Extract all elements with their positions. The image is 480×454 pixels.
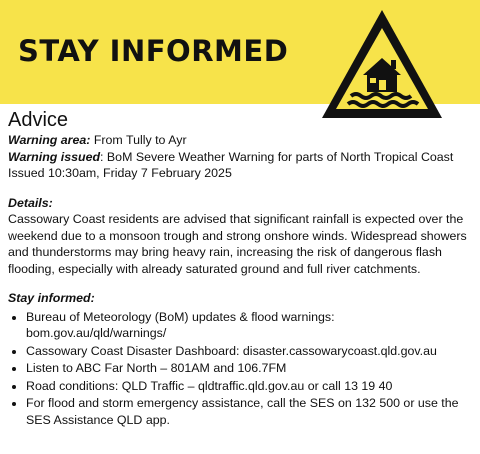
advice-heading: Advice: [8, 109, 69, 131]
warning-area-line: [8, 132, 474, 149]
list-item: • For flood and storm emergency assistance, call the SES on 132 500 or use the SES Assistance QLD app.: [26, 395, 474, 428]
warning-area-label: Warning area:: [8, 133, 91, 147]
warning-issued-value: : BoM Severe Weather Warning for parts of North Tropical Coast: [100, 149, 454, 164]
warning-area-value: From Tully to Ayr: [90, 133, 187, 147]
warning-issued-label: Warning issued: [8, 149, 101, 164]
advice-content: [8, 108, 474, 429]
stay-informed-list: [8, 309, 474, 429]
flood-warning-house-icon: [318, 6, 446, 122]
list-item: • Bureau of Meteorology (BoM) updates & flood warnings: bom.gov.au/qld/warnings/: [26, 309, 474, 342]
issued-time: Issued 10:30am, Friday 7 February 2025: [8, 166, 232, 180]
banner-title: STAY INFORMED: [18, 34, 289, 68]
details-text: Cassowary Coast residents are advised that significant rainfall is expected over the weekend due to a monsoon trough and strong onshore winds. Widespread showers and thunderstorms may bring heavy rain, increasing the risk of dangerous flash flooding, especially with already saturated ground and full river catchments.: [8, 212, 467, 276]
list-item: • Cassowary Coast Disaster Dashboard: disaster.cassowarycoast.qld.gov.au: [26, 343, 474, 360]
warning-issued-line: [8, 149, 474, 166]
stay-informed-label: Stay informed:: [8, 291, 95, 305]
list-item: • Road conditions: QLD Traffic – qldtraffic.qld.gov.au or call 13 19 40: [26, 378, 474, 395]
list-item: • Listen to ABC Far North – 801AM and 106.7FM: [26, 360, 474, 377]
details-label: Details:: [8, 195, 53, 210]
